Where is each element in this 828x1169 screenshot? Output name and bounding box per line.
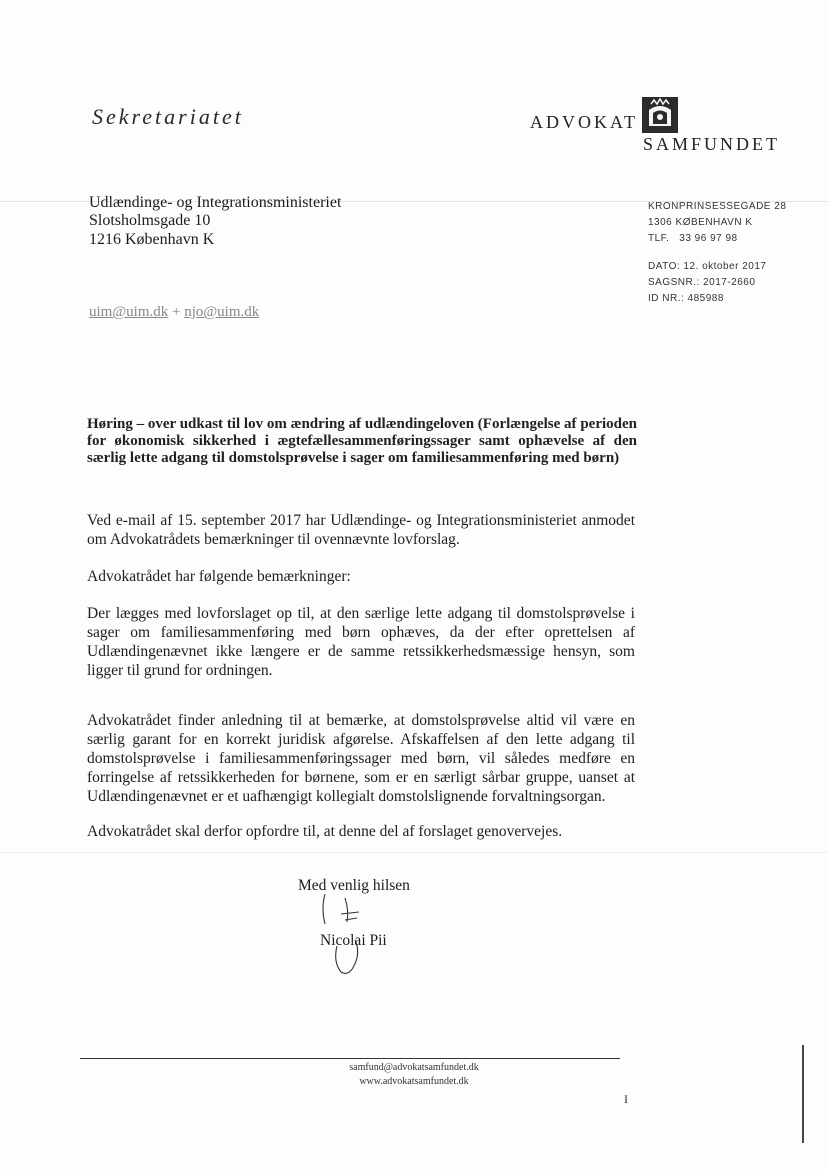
email-separator: + xyxy=(171,304,181,320)
email-link[interactable]: uim@uim.dk xyxy=(89,304,169,320)
footer-divider xyxy=(80,1058,620,1059)
body-paragraph: Der lægges med lovforslaget op til, at den særlige lette adgang til domstolsprøvelse i sager om familiesammenføring med børn ophæves, da der efter oprettelsen af Udlændingenævnet ikke længere er de samme retssikkerhedsmæssige hensyn, som ligger til grund for ordningen. xyxy=(87,605,635,679)
logo-text-top: ADVOKAT xyxy=(530,112,638,132)
subject-heading: Høring – over udkast til lov om ændring af udlændingeloven (Forlængelse af perioden for økonomisk sikkerhed i ægtefællesammenføringssager samt ophævelse af den særlig lette adgang til domstolsprøvelse i sager om familiesammenføring med børn) xyxy=(87,416,637,466)
crown-shield-icon xyxy=(641,96,679,134)
department-title: Sekretariatet xyxy=(92,104,244,129)
sender-street: KRONPRINSESSEGADE 28 xyxy=(648,201,787,212)
page-mark: I xyxy=(624,1092,628,1106)
sender-city: 1306 KØBENHAVN K xyxy=(648,217,753,228)
body-paragraph: Advokatrådet har følgende bemærkninger: xyxy=(87,568,351,585)
email-link[interactable]: njo@uim.dk xyxy=(184,304,260,320)
recipient-city: 1216 København K xyxy=(89,231,215,248)
body-paragraph: Ved e-mail af 15. september 2017 har Udlændinge- og Integrationsministeriet anmodet om Advokatrådets bemærkninger til ovennævnte lovforslag. xyxy=(87,512,635,548)
scan-edge xyxy=(802,1045,804,1143)
case-number: SAGSNR.: 2017-2660 xyxy=(648,277,756,288)
id-number: ID NR.: 485988 xyxy=(648,293,724,304)
body-paragraph: Advokatrådet finder anledning til at bemærke, at domstolsprøvelse altid vil være en særlig garant for en korrekt juridisk afgørelse. Afskaffelsen af den lette adgang til domstolsprøvelse i familiesammenføringssager med børn, vil således medføre en forringelse af retssikkerheden for børnene, som er en særligt sårbar gruppe, uanset at Udlændingenævnet er et uafhængigt kollegialt domstolslignende forvaltningsorgan. xyxy=(87,712,635,805)
scan-line xyxy=(0,852,828,853)
sender-phone: TLF. 33 96 97 98 xyxy=(648,233,738,244)
signer-name: Nicolai Pii xyxy=(320,932,387,949)
footer-email[interactable]: samfund@advokatsamfundet.dk xyxy=(349,1062,479,1073)
recipient-street: Slotsholmsgade 10 xyxy=(89,212,211,229)
body-paragraph: Advokatrådet skal derfor opfordre til, at denne del af forslaget genovervejes. xyxy=(87,823,563,840)
logo-text-bottom: SAMFUNDET xyxy=(643,134,781,154)
footer-website[interactable]: www.advokatsamfundet.dk xyxy=(359,1076,469,1087)
recipient-name: Udlændinge- og Integrationsministeriet xyxy=(89,194,342,211)
recipient-emails xyxy=(89,304,259,321)
closing-greeting: Med venlig hilsen xyxy=(298,877,410,894)
letter-date: DATO: 12. oktober 2017 xyxy=(648,261,767,272)
